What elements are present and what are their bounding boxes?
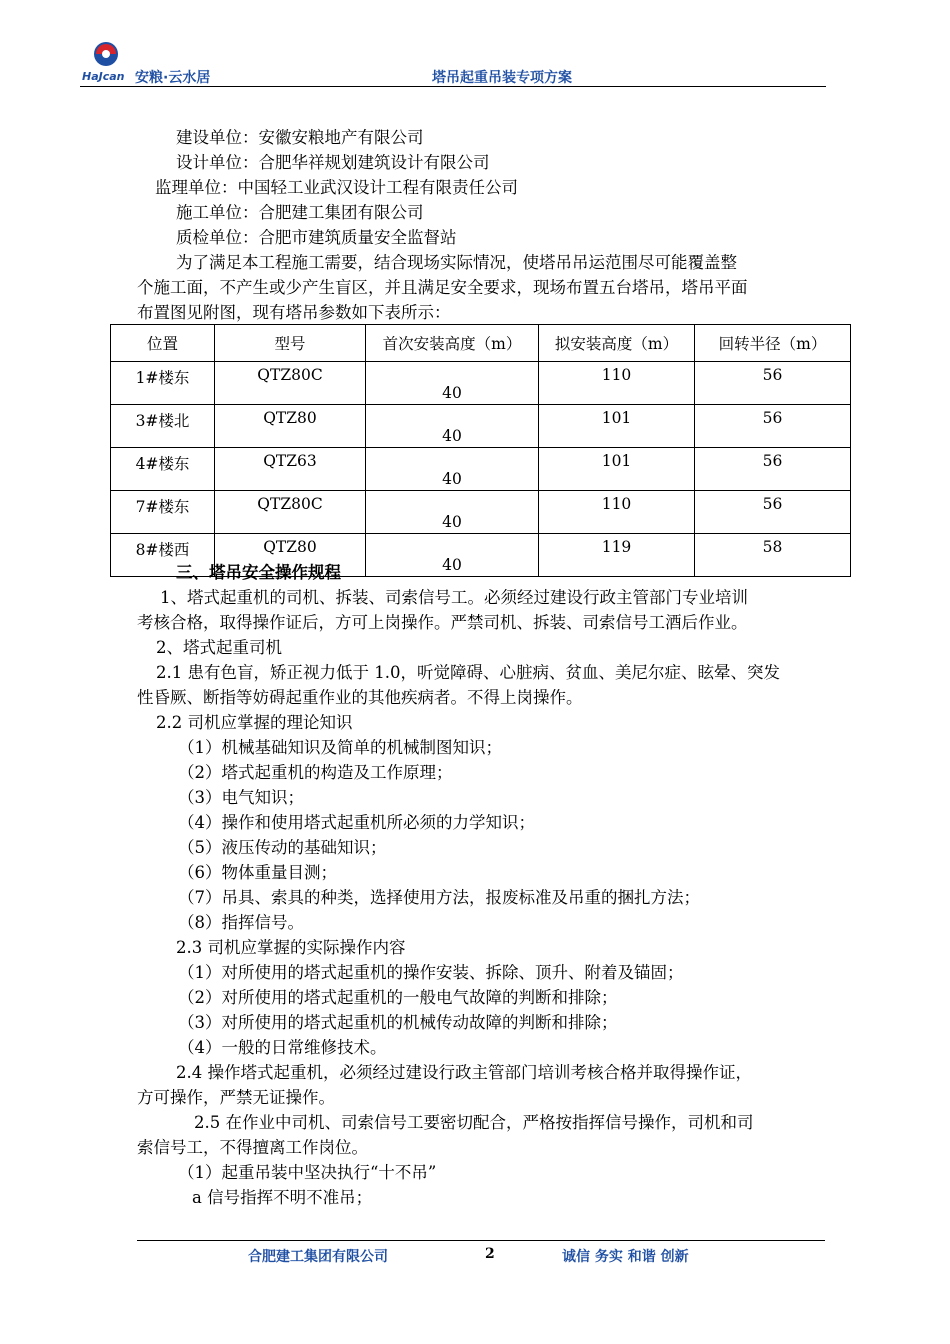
cell-first-height: 40	[366, 362, 539, 405]
cell-planned-height: 101	[539, 405, 695, 448]
cell-model: QTZ80C	[215, 362, 366, 405]
header-company: 安粮·云水居	[135, 70, 211, 86]
header-title: 塔吊起重吊装专项方案	[432, 70, 572, 86]
footer-company: 合肥建工集团有限公司	[248, 1249, 388, 1265]
table-row	[111, 405, 851, 448]
list-item: （8）指挥信号。	[178, 913, 304, 932]
page-number: 2	[485, 1246, 495, 1262]
list-item: （2）对所使用的塔式起重机的一般电气故障的判断和排除；	[178, 988, 618, 1007]
list-item: （2）塔式起重机的构造及工作原理；	[178, 763, 453, 782]
intro-line: 施工单位：合肥建工集团有限公司	[176, 203, 424, 222]
cell-location: 8#楼西	[111, 534, 215, 577]
header-divider	[80, 86, 826, 87]
intro-line: 布置图见附图，现有塔吊参数如下表所示：	[137, 303, 451, 322]
cell-location: 7#楼东	[111, 491, 215, 534]
list-item: （3）对所使用的塔式起重机的机械传动故障的判断和排除；	[178, 1013, 618, 1032]
cell-model: QTZ80	[215, 534, 366, 577]
cell-radius: 56	[695, 491, 851, 534]
list-item: （6）物体重量目测；	[178, 863, 337, 882]
column-header: 回转半径（m）	[695, 325, 851, 362]
list-item: （1）对所使用的塔式起重机的操作安装、拆除、顶升、附着及锚固；	[178, 963, 684, 982]
cell-location: 3#楼北	[111, 405, 215, 448]
body-line: 2.4 操作塔式起重机，必须经过建设行政主管部门培训考核合格并取得操作证，	[176, 1063, 752, 1082]
cell-planned-height: 110	[539, 491, 695, 534]
cell-model: QTZ63	[215, 448, 366, 491]
section-heading: 三、塔吊安全操作规程	[176, 563, 341, 582]
table-row	[111, 362, 851, 405]
cell-first-height: 40	[366, 405, 539, 448]
cell-planned-height: 101	[539, 448, 695, 491]
cell-location: 4#楼东	[111, 448, 215, 491]
cell-planned-height: 110	[539, 362, 695, 405]
intro-line: 设计单位：合肥华祥规划建筑设计有限公司	[176, 153, 490, 172]
intro-line: 为了满足本工程施工需要，结合现场实际情况，使塔吊吊运范围尽可能覆盖整	[176, 253, 737, 272]
list-item: （4）操作和使用塔式起重机所必须的力学知识；	[178, 813, 535, 832]
column-header: 拟安装高度（m）	[539, 325, 695, 362]
footer-motto: 诚信 务实 和谐 创新	[562, 1249, 689, 1265]
list-item: a 信号指挥不明不准吊；	[192, 1188, 373, 1207]
cell-radius: 56	[695, 362, 851, 405]
body-line: 1、塔式起重机的司机、拆装、司索信号工。必须经过建设行政主管部门专业培训	[160, 588, 748, 607]
list-item: （7）吊具、索具的种类，选择使用方法，报废标准及吊重的捆扎方法；	[178, 888, 700, 907]
body-line: 2.2 司机应掌握的理论知识	[156, 713, 353, 732]
body-line: 2.3 司机应掌握的实际操作内容	[176, 938, 406, 957]
column-header: 位置	[111, 325, 215, 362]
intro-line: 监理单位：中国轻工业武汉设计工程有限责任公司	[155, 178, 518, 197]
cell-first-height: 40	[366, 448, 539, 491]
body-line: 考核合格，取得操作证后，方可上岗操作。严禁司机、拆装、司索信号工酒后作业。	[137, 613, 748, 632]
cell-radius: 56	[695, 448, 851, 491]
body-line: 索信号工，不得擅离工作岗位。	[137, 1138, 368, 1157]
column-header: 型号	[215, 325, 366, 362]
cell-model: QTZ80	[215, 405, 366, 448]
body-line: 方可操作，严禁无证操作。	[137, 1088, 335, 1107]
body-line: 2、塔式起重司机	[156, 638, 282, 657]
list-item: （4）一般的日常维修技术。	[178, 1038, 387, 1057]
table-row	[111, 448, 851, 491]
table-row	[111, 491, 851, 534]
list-item: （3）电气知识；	[178, 788, 304, 807]
cell-model: QTZ80C	[215, 491, 366, 534]
cell-first-height: 40	[366, 491, 539, 534]
body-line: 性昏厥、断指等妨碍起重作业的其他疾病者。不得上岗操作。	[137, 688, 583, 707]
list-item: （1）起重吊装中坚决执行“十不吊”	[178, 1163, 437, 1182]
list-item: （1）机械基础知识及简单的机械制图知识；	[178, 738, 502, 757]
footer-divider	[137, 1240, 825, 1241]
list-item: （5）液压传动的基础知识；	[178, 838, 387, 857]
column-header: 首次安装高度（m）	[366, 325, 539, 362]
intro-line: 质检单位：合肥市建筑质量安全监督站	[176, 228, 457, 247]
cell-radius: 56	[695, 405, 851, 448]
cell-planned-height: 119	[539, 534, 695, 577]
body-line: 2.1 患有色盲，矫正视力低于 1.0，听觉障碍、心脏病、贫血、美尼尔症、眩晕、突发	[156, 663, 780, 682]
cell-radius: 58	[695, 534, 851, 577]
logo-text: HaJcan	[82, 70, 125, 83]
page-header	[80, 40, 826, 88]
body-line: 2.5 在作业中司机、司索信号工要密切配合，严格按指挥信号操作，司机和司	[194, 1113, 754, 1132]
cell-location: 1#楼东	[111, 362, 215, 405]
tower-crane-params-table	[110, 324, 851, 577]
intro-line: 建设单位：安徽安粮地产有限公司	[176, 128, 424, 147]
intro-line: 个施工面，不产生或少产生盲区，并且满足安全要求，现场布置五台塔吊，塔吊平面	[137, 278, 748, 297]
cell-first-height: 40	[366, 534, 539, 577]
table-header-row	[111, 325, 851, 362]
